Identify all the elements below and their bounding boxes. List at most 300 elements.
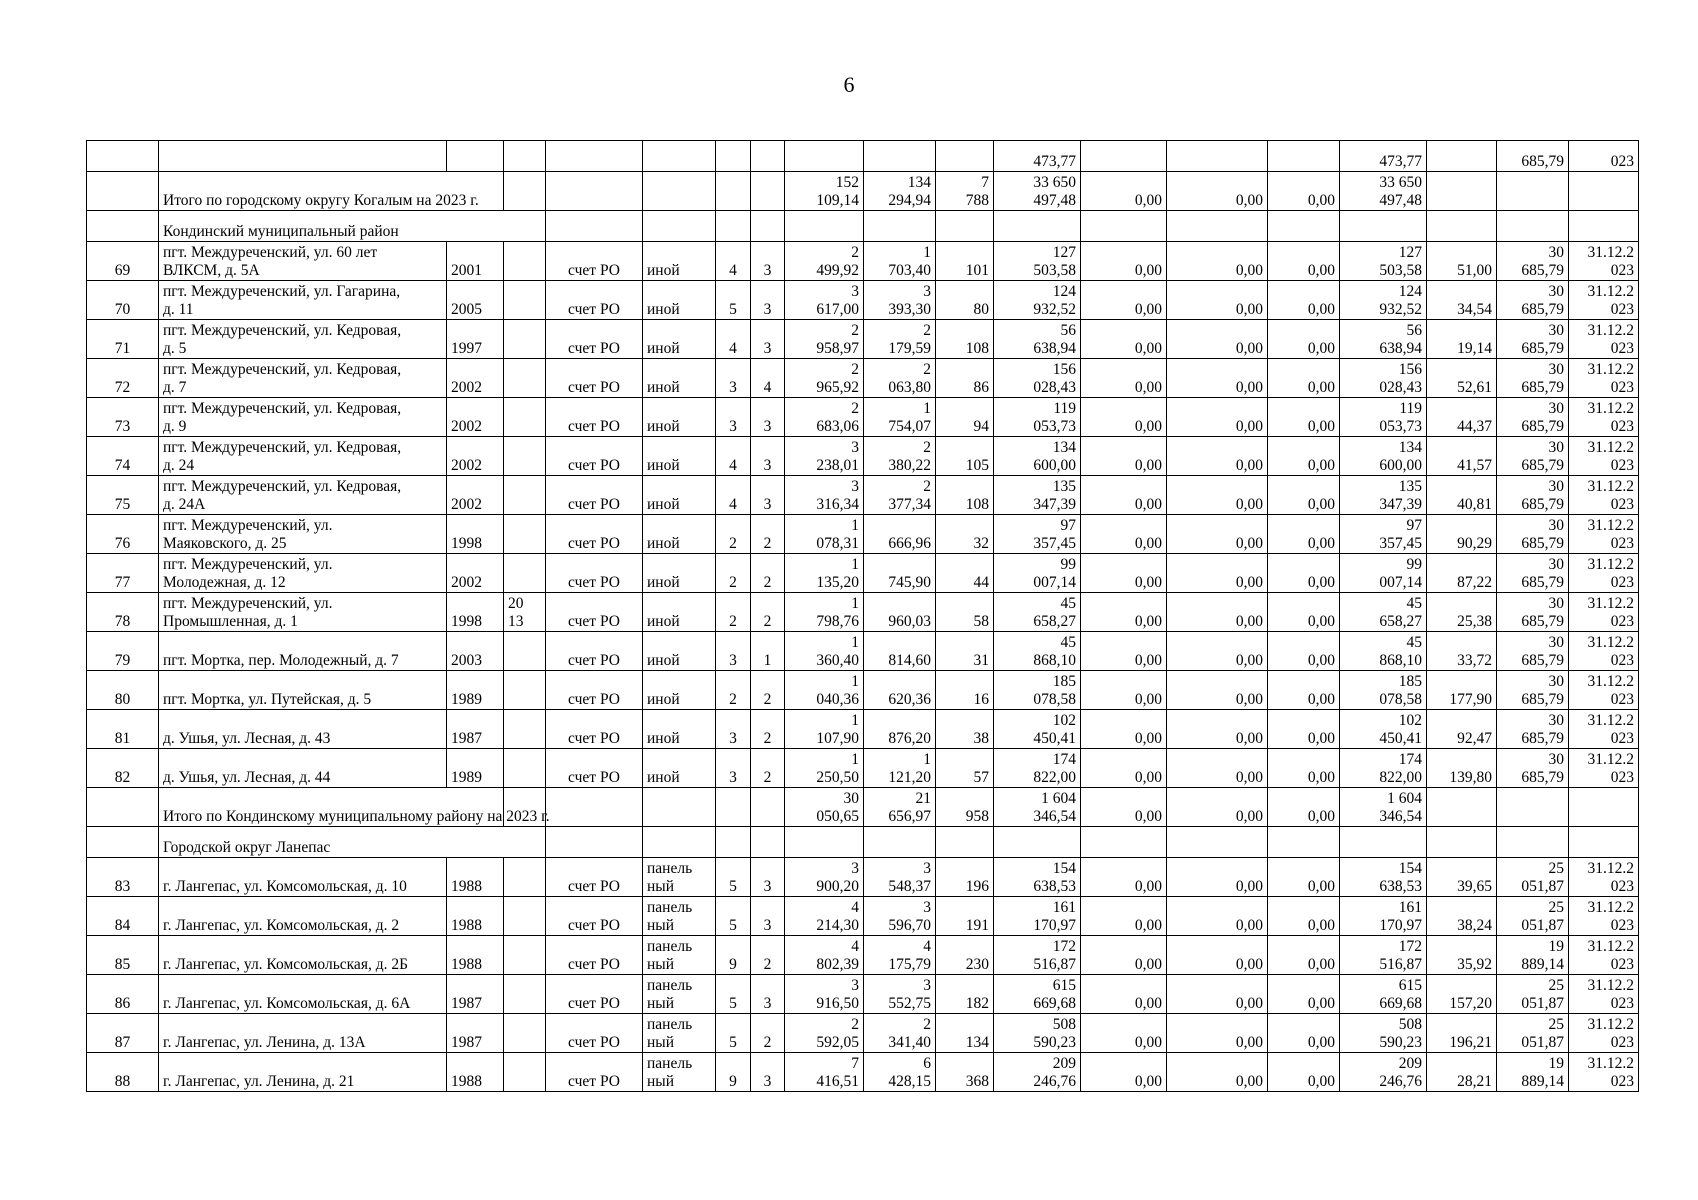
entrances: 3 [751, 281, 785, 320]
year-last-repair [504, 476, 546, 515]
fund-federal: 0,00 [1081, 515, 1167, 554]
fund-method: счет РО [546, 398, 643, 437]
completion-date-line: 31.12.2 [1587, 517, 1634, 534]
fund-owners [1340, 975, 1427, 1014]
address-line: г. Лангепас, ул. Комсомольская, д. 2 [163, 917, 400, 934]
fund-owners-line: 007,14 [1379, 574, 1422, 591]
year-last-repair [504, 858, 546, 897]
empty-cell [994, 827, 1081, 858]
fund-regional: 0,00 [1167, 515, 1268, 554]
fund-local: 0,00 [1268, 398, 1340, 437]
living-area-line: 428,15 [888, 1073, 931, 1090]
empty-cell [1081, 211, 1167, 242]
living-area-line: 2 [923, 439, 931, 456]
living-area-line: 4 [923, 938, 931, 955]
year-built: 2002 [447, 437, 504, 476]
fund-owners [1340, 1014, 1427, 1053]
repair-cost-line: 134 [1052, 439, 1076, 456]
total-area [785, 858, 864, 897]
fund-owners [1340, 936, 1427, 975]
total-c11-line: 21 [915, 790, 931, 807]
cost-limit [1497, 320, 1569, 359]
unit-cost: 40,81 [1427, 476, 1497, 515]
unit-cost: 39,65 [1427, 858, 1497, 897]
fund-method: счет РО [546, 359, 643, 398]
empty-cell [994, 211, 1081, 242]
fund-owners-line: 932,52 [1379, 301, 1422, 318]
repair-cost-line: 209 [1052, 1055, 1076, 1072]
total-area [785, 398, 864, 437]
wall-material: иной [643, 398, 716, 437]
total-c10 [785, 172, 864, 211]
repair-cost [994, 593, 1081, 632]
living-area-line: 754,07 [888, 418, 931, 435]
cost-limit [1497, 975, 1569, 1014]
row-number: 75 [87, 476, 159, 515]
residents: 80 [936, 281, 994, 320]
total-area-line: 040,36 [816, 691, 859, 708]
cost-limit-line: 685,79 [1521, 262, 1564, 279]
year-last-repair [504, 936, 546, 975]
unit-cost: 139,80 [1427, 749, 1497, 788]
completion-date [1569, 710, 1639, 749]
empty-cell [1427, 211, 1497, 242]
fund-owners-line: 135 [1398, 478, 1422, 495]
fund-method: счет РО [546, 671, 643, 710]
cost-limit-line: 685,79 [1521, 535, 1564, 552]
completion-date [1569, 858, 1639, 897]
living-area-line: 1 [923, 751, 931, 768]
cost-limit-line: 30 [1548, 244, 1564, 261]
fund-regional: 0,00 [1167, 437, 1268, 476]
fund-federal: 0,00 [1081, 554, 1167, 593]
year-built: 2002 [447, 359, 504, 398]
year-last-repair [504, 554, 546, 593]
total-cost-line: 1 604 [1041, 790, 1076, 807]
fund-owners-line: 172 [1398, 938, 1422, 955]
fund-owners [1340, 437, 1427, 476]
fund-federal: 0,00 [1081, 671, 1167, 710]
fund-owners-line: 450,41 [1379, 730, 1422, 747]
total-area-line: 2 [851, 361, 859, 378]
total-c11-line: 656,97 [888, 808, 931, 825]
floors: 2 [716, 671, 751, 710]
total-area-line: 958,97 [816, 340, 859, 357]
empty-cell [716, 172, 751, 211]
carryover-cell [643, 141, 716, 172]
entrances: 2 [751, 593, 785, 632]
repair-cost-line: 124 [1052, 283, 1076, 300]
wall-material-line: панель [647, 899, 693, 916]
address-cell [159, 476, 447, 515]
fund-regional: 0,00 [1167, 359, 1268, 398]
address-line: г. Лангепас, ул. Комсомольская, д. 6А [163, 995, 411, 1012]
repair-cost-line: 127 [1052, 244, 1076, 261]
repair-cost-line: 638,94 [1033, 340, 1076, 357]
floors: 9 [716, 1053, 751, 1092]
total-area [785, 897, 864, 936]
fund-owners-line: 078,58 [1379, 691, 1422, 708]
total-cost [994, 788, 1081, 827]
residents: 230 [936, 936, 994, 975]
cost-limit-line: 25 [1548, 977, 1564, 994]
completion-date [1569, 242, 1639, 281]
living-area-line: 666,96 [888, 535, 931, 552]
cost-limit-line: 685,79 [1521, 769, 1564, 786]
year-last-repair-line: 13 [508, 613, 524, 630]
repair-cost-line: 615 [1052, 977, 1076, 994]
fund-regional: 0,00 [1167, 281, 1268, 320]
empty-cell [751, 827, 785, 858]
living-area-line: 175,79 [888, 956, 931, 973]
wall-material-line: панель [647, 1055, 693, 1072]
cost-limit-line: 30 [1548, 673, 1564, 690]
address-line: пгт. Междуреченский, ул. [163, 556, 333, 573]
total-c11-line: 294,94 [888, 192, 931, 209]
year-built: 1987 [447, 1014, 504, 1053]
fund-owners-line: 119 [1399, 400, 1422, 417]
row-number: 70 [87, 281, 159, 320]
year-built: 1987 [447, 710, 504, 749]
address-line: д. Ушья, ул. Лесная, д. 44 [163, 769, 331, 786]
empty-cell [716, 827, 751, 858]
wall-material-line: панель [647, 860, 693, 877]
total-cost-line: 33 650 [1033, 174, 1076, 191]
year-built: 2002 [447, 554, 504, 593]
address-line: пгт. Междуреченский, ул. Кедровая, [163, 322, 402, 339]
unit-cost: 157,20 [1427, 975, 1497, 1014]
total-area-line: 3 [851, 977, 859, 994]
wall-material: иной [643, 749, 716, 788]
completion-date-line: 023 [1610, 769, 1634, 786]
fund-federal: 0,00 [1081, 632, 1167, 671]
total-area-line: 499,92 [816, 262, 859, 279]
address-line: пгт. Междуреченский, ул. Кедровая, [163, 439, 402, 456]
fund-owners-line: 97 [1406, 517, 1422, 534]
fund-federal: 0,00 [1081, 398, 1167, 437]
unit-cost: 51,00 [1427, 242, 1497, 281]
fund-federal: 0,00 [1081, 437, 1167, 476]
total-area-line: 1 [851, 634, 859, 651]
living-area-line: 3 [923, 283, 931, 300]
cost-limit [1497, 749, 1569, 788]
unit-cost: 90,29 [1427, 515, 1497, 554]
fund-local: 0,00 [1268, 1053, 1340, 1092]
repair-cost [994, 554, 1081, 593]
year-last-repair [504, 281, 546, 320]
section-title: Городской округ Ланепас [159, 827, 546, 858]
fund-owners [1340, 515, 1427, 554]
fund-owners-line: 102 [1398, 712, 1422, 729]
total-c11 [864, 172, 936, 211]
total-cost-fund [1340, 788, 1427, 827]
cost-limit [1497, 359, 1569, 398]
wall-material-line: ный [647, 1034, 675, 1051]
total-area-line: 238,01 [816, 457, 859, 474]
year-built: 2002 [447, 398, 504, 437]
repair-cost-line: 638,53 [1033, 878, 1076, 895]
fund-regional: 0,00 [1167, 936, 1268, 975]
floors: 4 [716, 320, 751, 359]
floors: 2 [716, 593, 751, 632]
fund-method: счет РО [546, 710, 643, 749]
repair-cost [994, 515, 1081, 554]
empty-cell [1167, 827, 1268, 858]
total-c10-line: 152 [835, 174, 859, 191]
year-built: 2003 [447, 632, 504, 671]
living-area [864, 671, 936, 710]
total-cost-fund-line: 1 604 [1387, 790, 1422, 807]
empty-cell [785, 827, 864, 858]
unit-cost: 35,92 [1427, 936, 1497, 975]
fund-owners [1340, 671, 1427, 710]
address-line: г. Лангепас, ул. Комсомольская, д. 2Б [163, 956, 408, 973]
cost-limit-line: 25 [1548, 1016, 1564, 1033]
address-cell [159, 320, 447, 359]
completion-date-line: 023 [1610, 995, 1634, 1012]
unit-cost: 87,22 [1427, 554, 1497, 593]
fund-regional: 0,00 [1167, 632, 1268, 671]
entrances: 3 [751, 320, 785, 359]
total-cost-fund-line: 33 650 [1379, 174, 1422, 191]
fund-local: 0,00 [1268, 936, 1340, 975]
address-line: г. Лангепас, ул. Комсомольская, д. 10 [163, 878, 407, 895]
address-cell [159, 242, 447, 281]
row-number: 85 [87, 936, 159, 975]
total-area [785, 554, 864, 593]
repair-cost [994, 858, 1081, 897]
fund-owners [1340, 320, 1427, 359]
address-line: д. 5 [163, 340, 187, 357]
completion-date [1569, 593, 1639, 632]
total-c10-line: 30 [843, 790, 859, 807]
fund-method: счет РО [546, 975, 643, 1014]
empty-cell [1268, 211, 1340, 242]
completion-date-line: 023 [1610, 917, 1634, 934]
floors: 3 [716, 749, 751, 788]
fund-owners-line: 503,58 [1379, 262, 1422, 279]
total-area [785, 710, 864, 749]
empty-cell [864, 827, 936, 858]
cost-limit-line: 685,79 [1521, 496, 1564, 513]
address-line: д. 11 [163, 301, 194, 318]
total-area-line: 592,05 [816, 1034, 859, 1051]
total-area-line: 214,30 [816, 917, 859, 934]
unit-cost: 28,21 [1427, 1053, 1497, 1092]
empty-cell [1427, 788, 1497, 827]
cost-limit-line: 051,87 [1521, 878, 1564, 895]
floors: 5 [716, 1014, 751, 1053]
cost-limit-line: 30 [1548, 595, 1564, 612]
year-built: 1998 [447, 515, 504, 554]
repair-cost-line: 246,76 [1033, 1073, 1076, 1090]
entrances: 3 [751, 242, 785, 281]
total-area-line: 1 [851, 751, 859, 768]
total-cost-line: 497,48 [1033, 192, 1076, 209]
address-line: пгт. Мортка, пер. Молодежный, д. 7 [163, 652, 399, 669]
completion-date [1569, 936, 1639, 975]
completion-date-line: 31.12.2 [1587, 860, 1634, 877]
empty-cell [1340, 211, 1427, 242]
carryover-cell [546, 141, 643, 172]
address-cell [159, 1053, 447, 1092]
repair-cost-line: 600,00 [1033, 457, 1076, 474]
year-last-repair [504, 1053, 546, 1092]
living-area-line: 960,03 [888, 613, 931, 630]
fund-owners-line: 134 [1398, 439, 1422, 456]
total-cost-fund [1340, 172, 1427, 211]
repair-cost-line: 102 [1052, 712, 1076, 729]
living-area [864, 749, 936, 788]
table-row-total [87, 788, 1639, 827]
address-cell [159, 710, 447, 749]
living-area-line: 1 [923, 244, 931, 261]
row-number-cell [87, 172, 159, 211]
living-area-line: 3 [923, 860, 931, 877]
fund-federal: 0,00 [1081, 476, 1167, 515]
fund-regional: 0,00 [1167, 320, 1268, 359]
wall-material: иной [643, 515, 716, 554]
fund-local: 0,00 [1268, 671, 1340, 710]
total-area-line: 416,51 [816, 1073, 859, 1090]
address-cell [159, 554, 447, 593]
living-area-line: 2 [923, 1016, 931, 1033]
fund-owners-line: 516,87 [1379, 956, 1422, 973]
carryover-cell [1268, 141, 1340, 172]
carryover-cell [504, 141, 546, 172]
address-line: д. Ушья, ул. Лесная, д. 43 [163, 730, 331, 747]
table-row [87, 710, 1639, 749]
total-area-line: 316,34 [816, 496, 859, 513]
fund-federal: 0,00 [1081, 320, 1167, 359]
carryover-cell [1167, 141, 1268, 172]
living-area [864, 1014, 936, 1053]
total-cost-line: 346,54 [1033, 808, 1076, 825]
total-area-line: 107,90 [816, 730, 859, 747]
fund-owners-line: 669,68 [1379, 995, 1422, 1012]
fund-owners-line: 161 [1398, 899, 1422, 916]
total-zero: 0,00 [1268, 788, 1340, 827]
cost-limit-line: 051,87 [1521, 1034, 1564, 1051]
cost-limit [1497, 398, 1569, 437]
cost-limit-line: 889,14 [1521, 956, 1564, 973]
completion-date-line: 023 [1610, 691, 1634, 708]
residents: 31 [936, 632, 994, 671]
fund-owners-line: 45 [1406, 634, 1422, 651]
fund-federal: 0,00 [1081, 858, 1167, 897]
total-area [785, 437, 864, 476]
fund-local: 0,00 [1268, 593, 1340, 632]
fund-federal: 0,00 [1081, 1014, 1167, 1053]
cost-limit-line: 685,79 [1521, 457, 1564, 474]
completion-date-line: 31.12.2 [1587, 899, 1634, 916]
floors: 5 [716, 897, 751, 936]
living-area-line: 2 [923, 478, 931, 495]
fund-local: 0,00 [1268, 749, 1340, 788]
address-line: д. 24 [163, 457, 195, 474]
repair-cost [994, 476, 1081, 515]
repair-cost-line: 119 [1053, 400, 1076, 417]
residents: 32 [936, 515, 994, 554]
completion-date [1569, 749, 1639, 788]
table-row [87, 936, 1639, 975]
total-area-line: 2 [851, 1016, 859, 1033]
fund-owners [1340, 897, 1427, 936]
fund-owners-line: 053,73 [1379, 418, 1422, 435]
completion-date [1569, 897, 1639, 936]
empty-cell [1167, 211, 1268, 242]
completion-date-line: 023 [1610, 1034, 1634, 1051]
completion-date-line: 31.12.2 [1587, 1016, 1634, 1033]
repair-cost-line: 347,39 [1033, 496, 1076, 513]
year-last-repair [504, 632, 546, 671]
entrances: 3 [751, 897, 785, 936]
repair-cost [994, 897, 1081, 936]
total-area-line: 1 [851, 673, 859, 690]
fund-regional: 0,00 [1167, 1014, 1268, 1053]
repair-cost [994, 749, 1081, 788]
empty-cell [546, 211, 643, 242]
fund-local: 0,00 [1268, 476, 1340, 515]
empty-cell [1497, 788, 1569, 827]
year-last-repair [504, 1014, 546, 1053]
total-area-line: 617,00 [816, 301, 859, 318]
living-area-line: 548,37 [888, 878, 931, 895]
table-body [87, 141, 1639, 1092]
address-line: г. Лангепас, ул. Ленина, д. 21 [163, 1073, 355, 1090]
year-built: 1989 [447, 749, 504, 788]
cost-limit [1497, 593, 1569, 632]
repair-cost [994, 281, 1081, 320]
floors: 3 [716, 359, 751, 398]
total-c11 [864, 788, 936, 827]
address-cell [159, 749, 447, 788]
address-cell [159, 632, 447, 671]
cost-limit-line: 30 [1548, 400, 1564, 417]
total-area [785, 281, 864, 320]
wall-material [643, 1014, 716, 1053]
living-area [864, 710, 936, 749]
table-row-section [87, 211, 1639, 242]
year-last-repair [504, 359, 546, 398]
completion-date-line: 31.12.2 [1587, 712, 1634, 729]
cost-limit-line: 25 [1548, 899, 1564, 916]
fund-local: 0,00 [1268, 320, 1340, 359]
total-zero: 0,00 [1167, 788, 1268, 827]
table-row [87, 671, 1639, 710]
carryover-cell [87, 141, 159, 172]
repair-cost [994, 671, 1081, 710]
empty-cell [87, 211, 159, 242]
total-apartments-line: 788 [965, 192, 989, 209]
floors: 3 [716, 632, 751, 671]
cost-limit-line: 30 [1548, 322, 1564, 339]
year-last-repair [504, 320, 546, 359]
fund-owners-line: 638,53 [1379, 878, 1422, 895]
completion-date-line: 31.12.2 [1587, 1055, 1634, 1072]
residents: 368 [936, 1053, 994, 1092]
living-area-line: 121,20 [888, 769, 931, 786]
completion-date-line: 31.12.2 [1587, 634, 1634, 651]
fund-federal: 0,00 [1081, 975, 1167, 1014]
carryover-cell [864, 141, 936, 172]
total-c10-line: 109,14 [816, 192, 859, 209]
floors: 9 [716, 936, 751, 975]
entrances: 2 [751, 515, 785, 554]
fund-method: счет РО [546, 593, 643, 632]
completion-date [1569, 281, 1639, 320]
repair-cost-line: 658,27 [1033, 613, 1076, 630]
